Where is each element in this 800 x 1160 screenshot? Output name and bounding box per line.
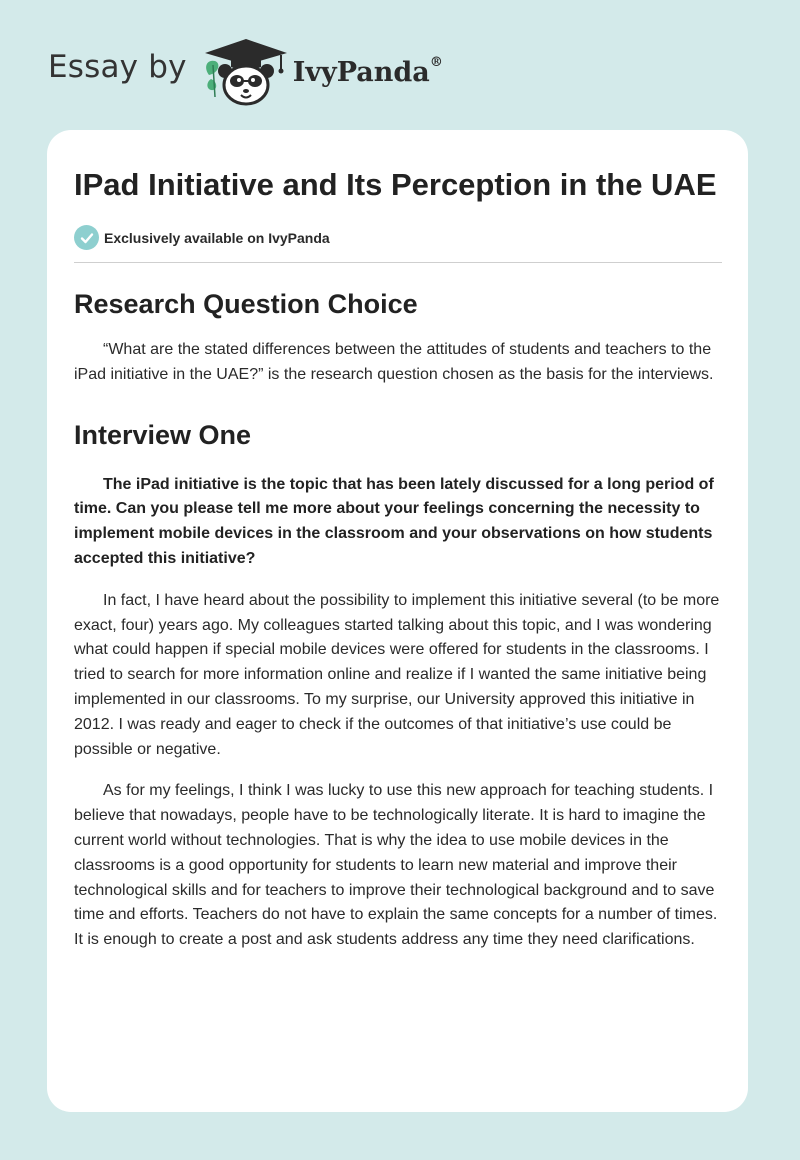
essay-card — [47, 130, 748, 1112]
paragraph: “What are the stated differences between the attitudes of students and teachers to the iPad initiative in the UAE?” is the research question chosen as the basis for the interviews. — [74, 341, 714, 383]
paragraph: In fact, I have heard about the possibility to implement this initiative several (to be more exact, four) years ago. My colleagues started talking about this topic, and I was wondering what could happen if special mobile devices were offered for students in the classrooms. I tried to search for more information online and realize if I wanted the same initiative being implemented in our classrooms. To my surprise, our University approved this initiative in 2012. I was ready and eager to check if the outcomes of that initiative’s use could be possible or negative. — [74, 591, 720, 758]
panda-graduate-logo-icon[interactable] — [201, 35, 291, 107]
paragraph: As for my feelings, I think I was lucky to use this new approach for teaching students. I believe that nowadays, people have to be technologically literate. It is hard to imagine the current world without technologies. That is why the idea to use mobile devices in the classrooms is a good opportunity for students to learn new material and improve their technological skills and for teachers to improve their technological background and to save time and efforts. Teachers do not have to explain the same concepts for a number of times. It is enough to create a post and ask students address any time they need clarifications. — [74, 782, 718, 949]
badge-label: Exclusively available on IvyPanda — [104, 229, 330, 246]
essay-by-label: Essay by — [48, 49, 187, 85]
exclusive-badge — [74, 225, 722, 263]
page-title: IPad Initiative and Its Perception in the UAE — [74, 167, 717, 202]
brand-name[interactable] — [292, 54, 443, 88]
section-heading: Interview One — [74, 419, 252, 450]
interview-question: The iPad initiative is the topic that has been lately discussed for a long period of time. Can you please tell me more about your feelings concerning the necessity to implement mobile devices in the classroom and your observations on how students accepted this initiative? — [74, 475, 714, 567]
registered-mark: ® — [429, 54, 443, 70]
site-header — [48, 36, 443, 106]
section-heading: Research Question Choice — [74, 289, 418, 319]
check-circle-icon — [74, 225, 99, 250]
brand-name-text: IvyPanda — [292, 56, 430, 88]
